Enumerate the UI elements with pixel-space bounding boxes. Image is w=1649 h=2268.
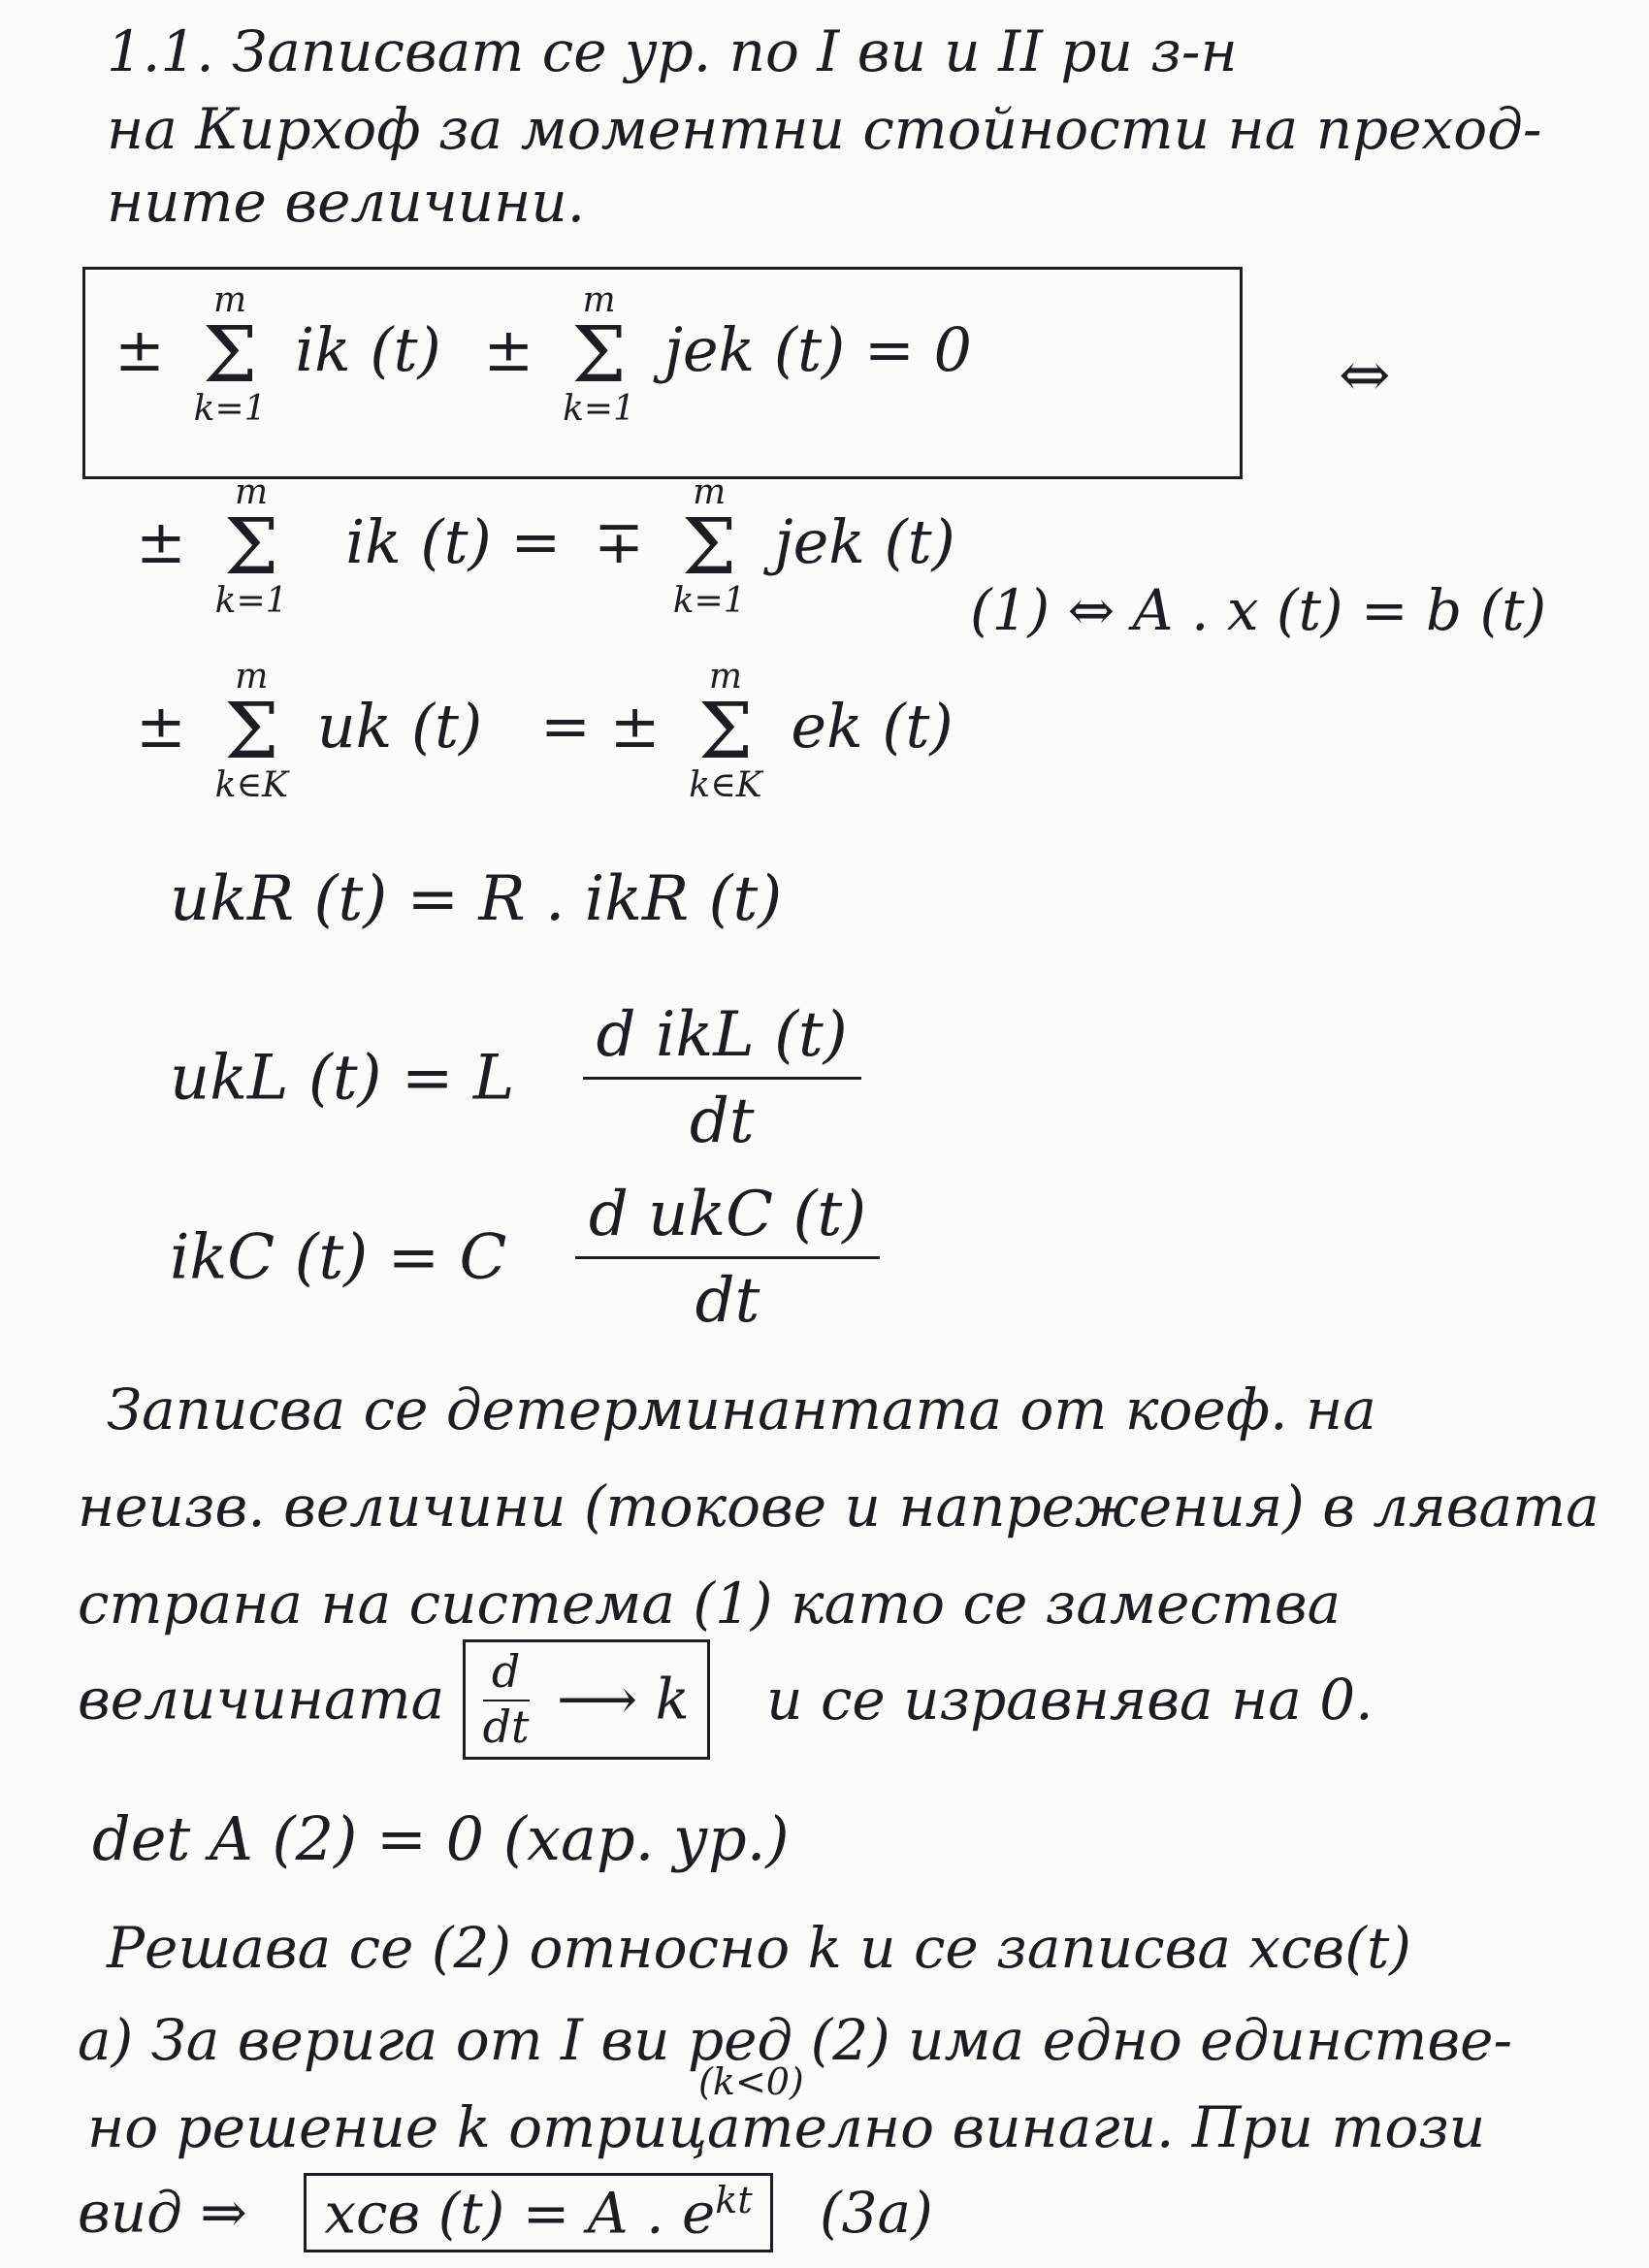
equation-resistor: ukR (t) = R . ikR (t) <box>170 863 783 935</box>
equation-3: ± m Σ k∈K uk (t) = ± m Σ k∈K ek (t) <box>136 657 954 805</box>
term-2: jek (t) = 0 <box>663 314 972 386</box>
para1-line-2: неизв. величини (токове и напрежения) в лявата <box>78 1474 1600 1539</box>
intro-line-1: 1.1. Записват се ур. по I ви и II ри з-н <box>107 18 1238 84</box>
boxed-equation <box>82 267 1243 479</box>
pm-sign-2: ± <box>483 314 534 386</box>
para2-line-4: вид ⇒ xсв (t) = A . $e^{kt}$ (3а) <box>78 2173 1610 2252</box>
para1-line-3: страна на система (1) като се замества <box>78 1571 1342 1636</box>
para2-line-2: а) За верига от I ви ред (2) има едно единстве- <box>78 2007 1513 2073</box>
equation-2: ± m Σ k=1 ik (t) = ∓ m Σ k=1 jek (t) <box>136 472 955 621</box>
sum-2: m Σ k=1 <box>563 280 635 429</box>
derivative-substitution-box: $\frac{d}{dt}$ ⟶ k <box>463 1639 710 1760</box>
equation-inductor: ukL (t) = L $\frac{\text{d ikL (t)}}{dt}$ <box>170 999 877 1157</box>
sum-1: m Σ k=1 <box>193 280 267 429</box>
pm-sign-1: ± <box>114 314 165 386</box>
free-response-box: xсв (t) = A . $e^{kt}$ <box>304 2173 772 2252</box>
para2-line-3: но решение k отрицателно винаги. При този <box>87 2094 1486 2160</box>
intro-line-3: ните величини. <box>107 169 586 235</box>
para1-line-4: величината $\frac{d}{dt}$ ⟶ k и се изравнява на 0. <box>78 1639 1610 1760</box>
equivalence-arrow: ⇔ <box>1339 340 1391 411</box>
equation-2-label: (1) ⇔ A . x (t) = b (t) <box>970 577 1547 643</box>
intro-line-2: на Кирхоф за моментни стойности на преход- <box>107 96 1542 162</box>
equation-capacitor: ikC (t) = C $\frac{\text{d ukC (t)}}{dt}$ <box>170 1179 895 1337</box>
para2-line-2-note: (k<0) <box>698 2060 804 2103</box>
det-line: det A (2) = 0 (хар. ур.) <box>92 1803 790 1874</box>
term-1: ik (t) <box>295 314 441 386</box>
para2-line-1: Решава се (2) относно k и се записва xсв(t) <box>107 1915 1411 1981</box>
para1-line-1: Записва се детерминантата от коеф. на <box>107 1377 1376 1442</box>
